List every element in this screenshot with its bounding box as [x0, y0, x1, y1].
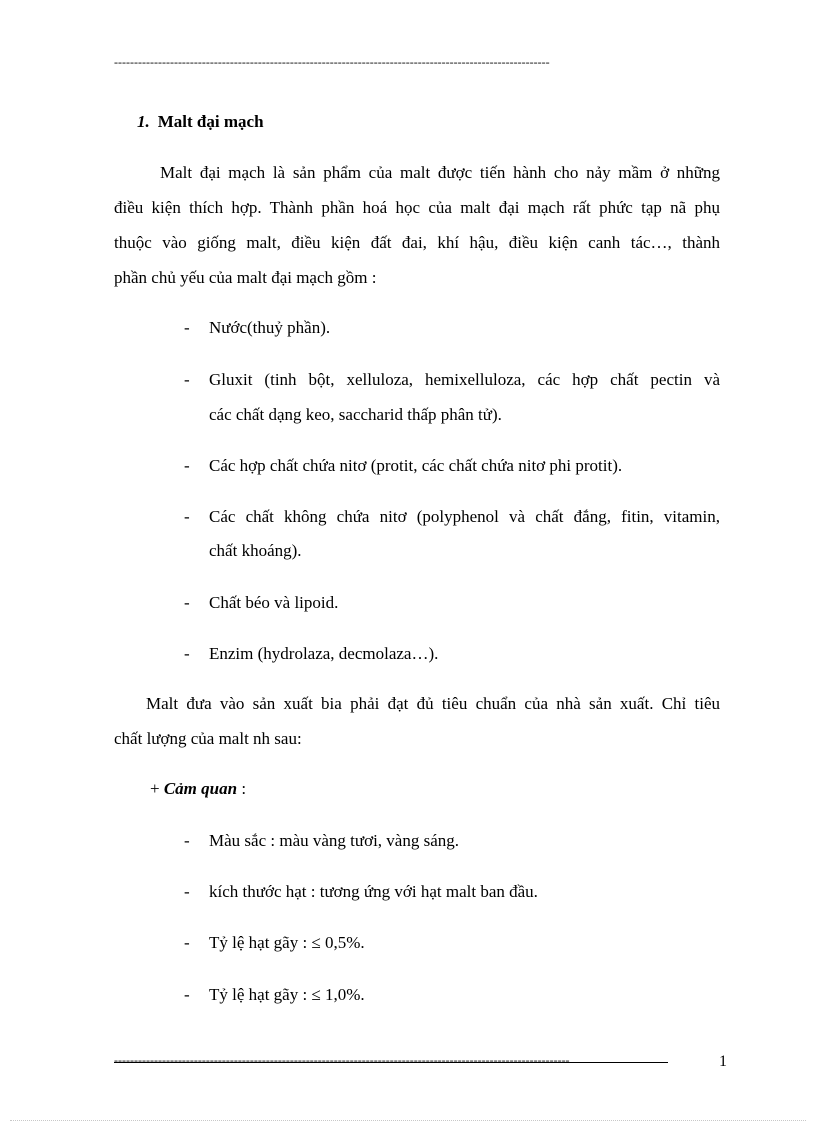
section-heading: [137, 110, 264, 134]
page-number: 1: [719, 1053, 727, 1070]
section-title: Malt đại mạch: [157, 112, 264, 131]
list-dash: -: [184, 985, 190, 1004]
component-item-nitrogen: Các hợp chất chứa nitơ (protit, các chất chứa nitơ phi protit).: [209, 456, 623, 475]
list-dash: -: [184, 370, 190, 389]
list-dash: -: [184, 644, 190, 663]
sensory-prefix: +: [150, 779, 164, 798]
component-item-lipid: Chất béo và lipoid.: [209, 593, 339, 612]
list-dash: -: [184, 882, 190, 901]
sensory-heading: [150, 779, 246, 799]
list-dash: -: [184, 456, 190, 475]
section-number: 1.: [137, 112, 150, 131]
list-dash: -: [184, 593, 190, 612]
component-item-non-nitrogen-line-1: Các chất không chứa nitơ (polyphenol và chất đắng, fitin, vitamin,: [209, 507, 720, 526]
list-dash: -: [184, 831, 190, 850]
sensory-item-color: Màu sắc : màu vàng tươi, vàng sáng.: [209, 831, 460, 850]
component-item-water: Nước(thuỷ phần).: [209, 318, 331, 337]
intro-line-4: phần chủ yếu của malt đại mạch gồm :: [114, 268, 377, 287]
list-dash: -: [184, 507, 190, 526]
sensory-title: Cảm quan: [163, 779, 238, 798]
component-item-non-nitrogen-line-2: chất khoáng).: [209, 541, 302, 560]
sensory-item-broken-grain-1: Tỷ lệ hạt gãy : ≤ 0,5%.: [209, 933, 365, 952]
sensory-item-grain-size: kích thước hạt : tương ứng với hạt malt ban đầu.: [209, 882, 538, 901]
intro-line-3: thuộc vào giống malt, điều kiện đất đai, khí hậu, điều kiện canh tác…, thành: [114, 233, 720, 252]
sensory-suffix: :: [237, 779, 247, 798]
footer-dashed-rule: ------------------------------------------------------------------------------------------------------------------: [114, 1055, 668, 1065]
component-item-gluxit-line-2: các chất dạng keo, saccharid thấp phân tử).: [209, 405, 502, 424]
component-item-enzyme: Enzim (hydrolaza, decmolaza…).: [209, 644, 439, 663]
list-dash: -: [184, 933, 190, 952]
standards-line-1: Malt đưa vào sản xuất bia phải đạt đủ tiêu chuẩn của nhà sản xuất. Chỉ tiêu: [146, 694, 720, 713]
header-dashed-rule: -------------------------------------------------------------------------------------------------------------: [114, 55, 550, 69]
intro-line-1: Malt đại mạch là sản phẩm của malt được tiến hành cho nảy mầm ở những: [160, 163, 720, 182]
component-item-gluxit-line-1: Gluxit (tinh bột, xelluloza, hemixelluloza, các hợp chất pectin và: [209, 370, 720, 389]
list-dash: -: [184, 318, 190, 337]
intro-line-2: điều kiện thích hợp. Thành phần hoá học của malt đại mạch rất phức tạp nã phụ: [114, 198, 720, 217]
standards-line-2: chất lượng của malt nh sau:: [114, 729, 302, 748]
page-bottom-edge: [10, 1120, 806, 1121]
sensory-item-broken-grain-2: Tỷ lệ hạt gãy : ≤ 1,0%.: [209, 985, 365, 1004]
